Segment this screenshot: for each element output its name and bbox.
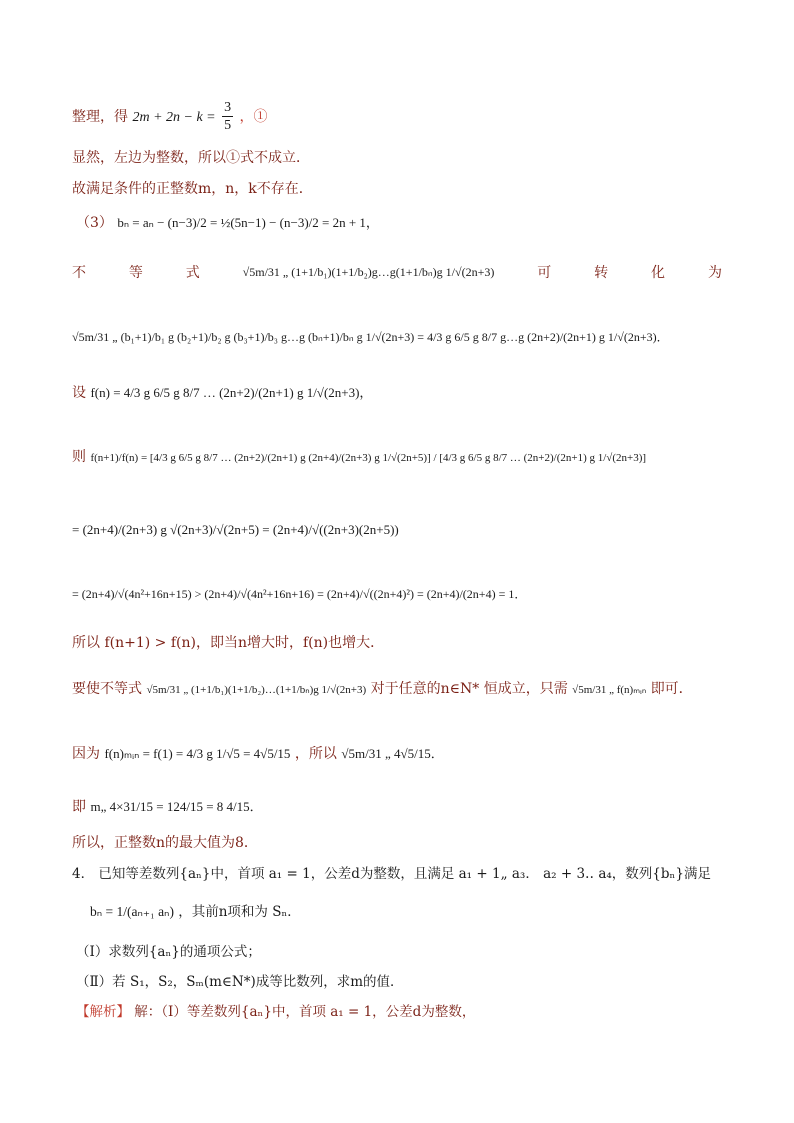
q4-b-text: ，其前n项和为 Sₙ． [178,904,301,920]
line-13 [72,743,444,763]
l13-expr2: √5m/31 „ 4√5/15． [341,746,444,761]
l5-char-1: 等 [128,265,143,281]
q4-number: 4． [72,866,95,882]
answer-tag: 【解析】 [76,1004,130,1020]
line-5 [72,262,722,282]
l7-text: 设 [72,385,86,401]
line-9: = (2n+4)/(2n+3) g √(2n+3)/√(2n+5) = (2n+4)/√((2n+3)(2n+5)) [72,522,399,537]
q4-b-expr: bₙ = 1/(aₙ₊₁ aₙ) [90,904,174,919]
l1-mark: ，① [239,108,268,125]
line-10: = (2n+4)/√(4n²+16n+15) > (2n+4)/√(4n²+16n+16) = (2n+4)/√((2n+4)²) = (2n+4)/(2n+4) = 1． [72,587,527,601]
l5-char-4: 转 [594,265,609,281]
line-14 [72,796,263,816]
l13-a: 因为 [72,746,100,762]
q4-part-ii: （Ⅱ）若 S₁，S₂，Sₘ(m∈N*)成等比数列，求m的值． [76,974,404,990]
line-8 [72,446,646,466]
l12-a: 要使不等式 [72,681,142,697]
l12-expr2: √5m/31 „ f(n)ₘᵢₙ [572,684,647,696]
l1-den: 5 [224,118,232,134]
l4-label: （3） [76,215,113,231]
q4-line-2 [90,900,301,920]
q4-line-1 [72,862,711,882]
answer-text: 解：（Ⅰ）等差数列{aₙ}中，首项 a₁ = 1，公差d为整数， [134,1004,476,1020]
l5-char-2: 式 [185,265,200,281]
l8-text: 则 [72,449,86,465]
l1-fraction [222,100,233,134]
l13-b: ，所以 [294,746,337,762]
l5-char-5: 化 [651,265,666,281]
line-4 [76,212,379,232]
q4-part-i: （Ⅰ）求数列{aₙ}的通项公式； [76,944,261,960]
l13-expr: f(n)ₘᵢₙ = f(1) = 4/3 g 1/√5 = 4√5/15 [104,746,291,761]
line-12 [72,678,693,698]
l7-expr: f(n) = 4/3 g 6/5 g 8/7 … (2n+2)/(2n+1) g 1/√(2n+3)， [90,385,373,400]
l1-num: 3 [222,100,233,117]
line-3: 故满足条件的正整数m，n，k不存在． [72,181,313,197]
l8-expr: f(n+1)/f(n) = [4/3 g 6/5 g 8/7 … (2n+2)/(2n+1) g (2n+4)/(2n+3) g 1/√(2n+5)] / [4/3 g 6/5 g 8/7 … (2n+2)/(2n+1) g 1/√(2n+3)] [90,452,647,464]
line-2: 显然，左边为整数，所以①式不成立． [72,150,310,166]
line-11: 所以 f(n+1) > f(n)，即当n增大时，f(n)也增大． [72,635,385,651]
q4-text-a: 已知等差数列{aₙ}中，首项 a₁ = 1，公差d为整数，且满足 a₁ + 1„ a₃． a₂ + 3‥ a₄，数列{bₙ}满足 [98,866,711,882]
l12-c: 即可． [650,681,693,697]
line-6: √5m/31 „ (b₁+1)/b₁ g (b₂+1)/b₂ g (b₃+1)/b₃ g…g (bₙ+1)/bₙ g 1/√(2n+3) = 4/3 g 6/5 g 8/7 g…g (2n+2)/(2n+1) g 1/√(2n+3)． [72,330,669,344]
l12-b: 对于任意的n∈N* 恒成立，只需 [370,681,568,697]
l5-char-3: 可 [537,265,552,281]
line-1 [72,100,268,134]
l5-expr: √5m/31 „ (1+1/b₁)(1+1/b₂)g…g(1+1/bₙ)g 1/√(2n+3) [242,264,495,279]
line-7 [72,382,372,402]
line-15: 所以，正整数n的最大值为8． [72,835,258,851]
l12-expr: √5m/31 „ (1+1/b₁)(1+1/b₂)…(1+1/bₙ)g 1/√(2n+3) [146,684,367,696]
l5-char-0: 不 [72,265,86,281]
l14-a: 即 [72,799,86,815]
l1-expr: 2m + 2n − k = [132,109,216,125]
l4-expr: bₙ = aₙ − (n−3)/2 = ½(5n−1) − (n−3)/2 = 2n + 1， [117,215,379,230]
answer-line [76,1000,475,1020]
l5-char-6: 为 [707,265,722,281]
l1-text: 整理，得 [72,108,128,125]
l14-expr: m„ 4×31/15 = 124/15 = 8 4/15． [90,799,263,814]
